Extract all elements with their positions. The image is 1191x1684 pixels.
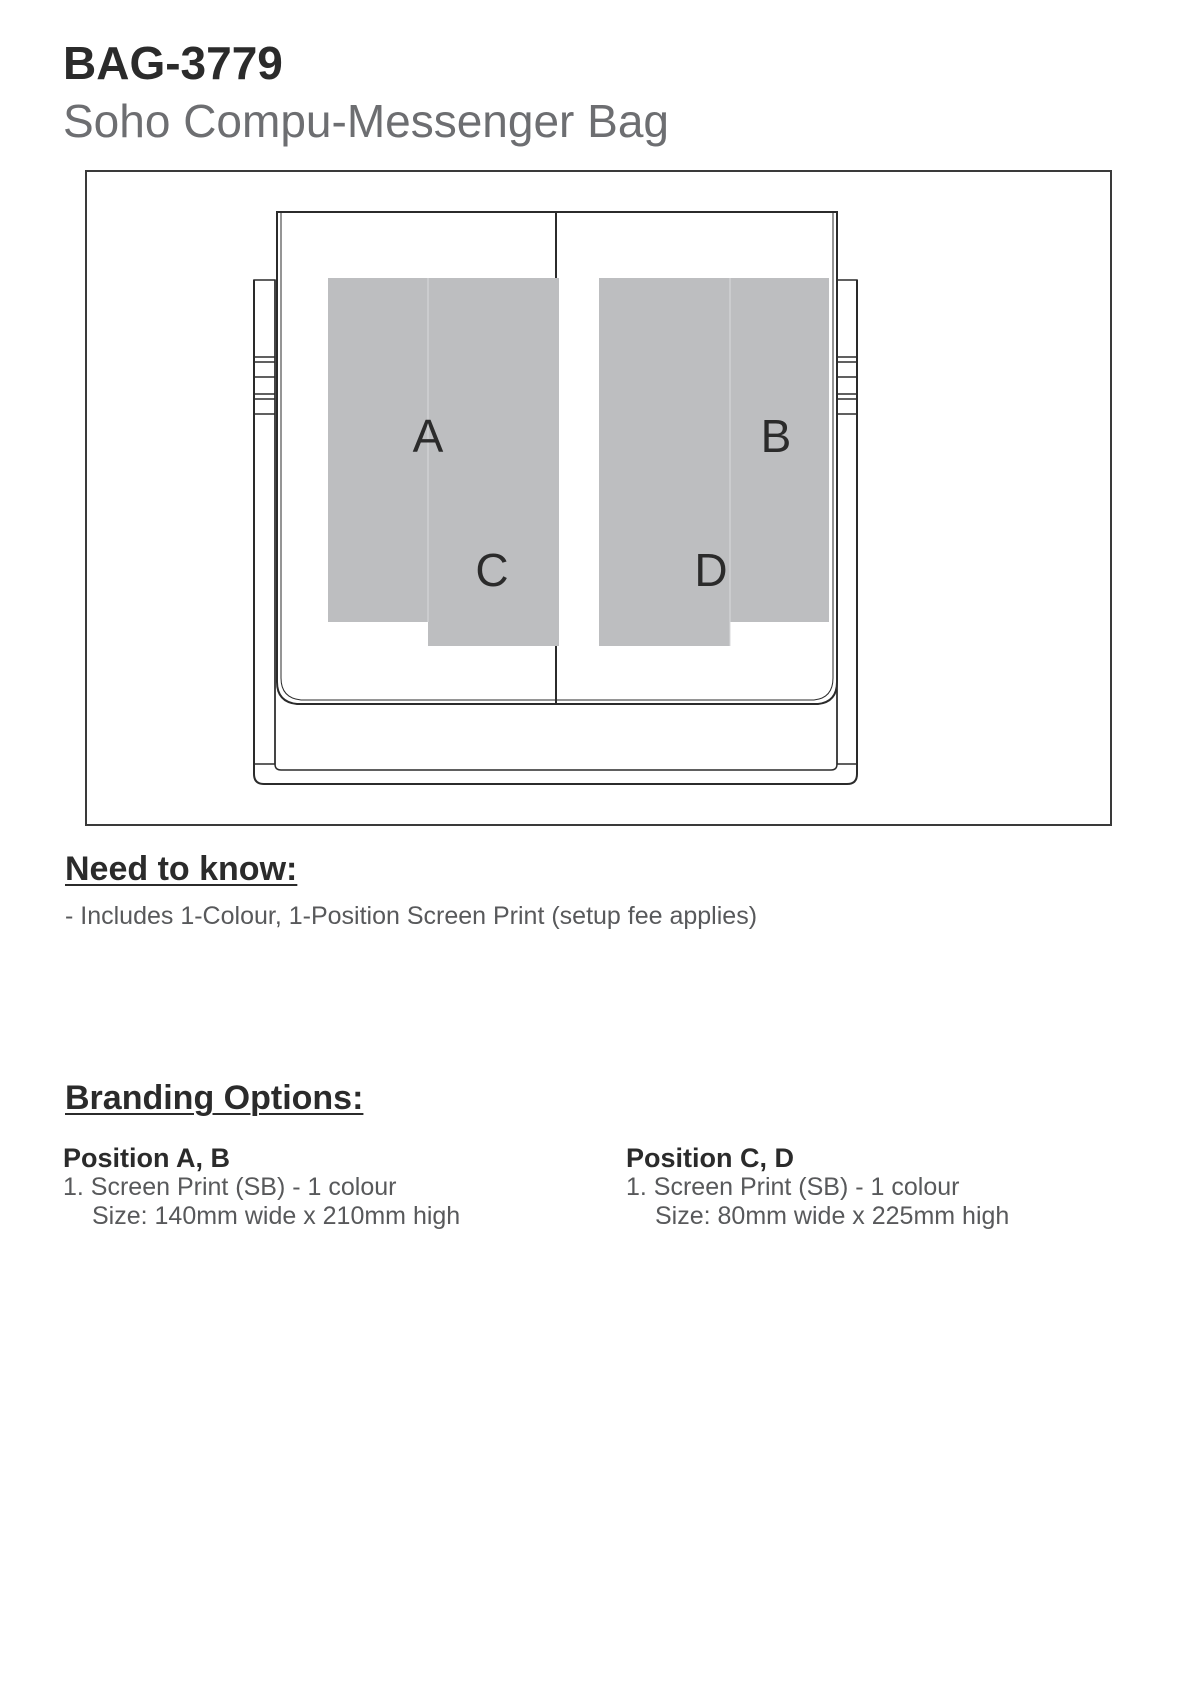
product-name: Soho Compu-Messenger Bag	[63, 95, 669, 147]
need-to-know-item: - Includes 1-Colour, 1-Position Screen Print (setup fee applies)	[65, 902, 758, 930]
branding-diagram	[85, 170, 1112, 826]
branding-option-cd	[626, 1143, 1106, 1231]
branding-option-ab	[63, 1143, 543, 1231]
product-code: BAG-3779	[63, 37, 283, 89]
need-to-know-heading: Need to know:	[65, 850, 298, 888]
option-method: 1. Screen Print (SB) - 1 colour	[63, 1173, 397, 1201]
left-side-strap	[254, 280, 275, 764]
option-title: Position A, B	[63, 1143, 230, 1173]
zone-label-b: B	[760, 410, 792, 462]
option-title: Position C, D	[626, 1143, 794, 1173]
option-size: Size: 140mm wide x 210mm high	[92, 1202, 461, 1230]
right-side-strap	[837, 280, 857, 764]
option-size: Size: 80mm wide x 225mm high	[655, 1202, 1010, 1230]
zone-label-d: D	[694, 544, 728, 596]
branding-options-heading: Branding Options:	[65, 1079, 364, 1117]
zone-label-c: C	[475, 544, 509, 596]
option-method: 1. Screen Print (SB) - 1 colour	[626, 1173, 960, 1201]
zone-label-a: A	[412, 410, 444, 462]
bag-illustration	[87, 172, 1110, 824]
